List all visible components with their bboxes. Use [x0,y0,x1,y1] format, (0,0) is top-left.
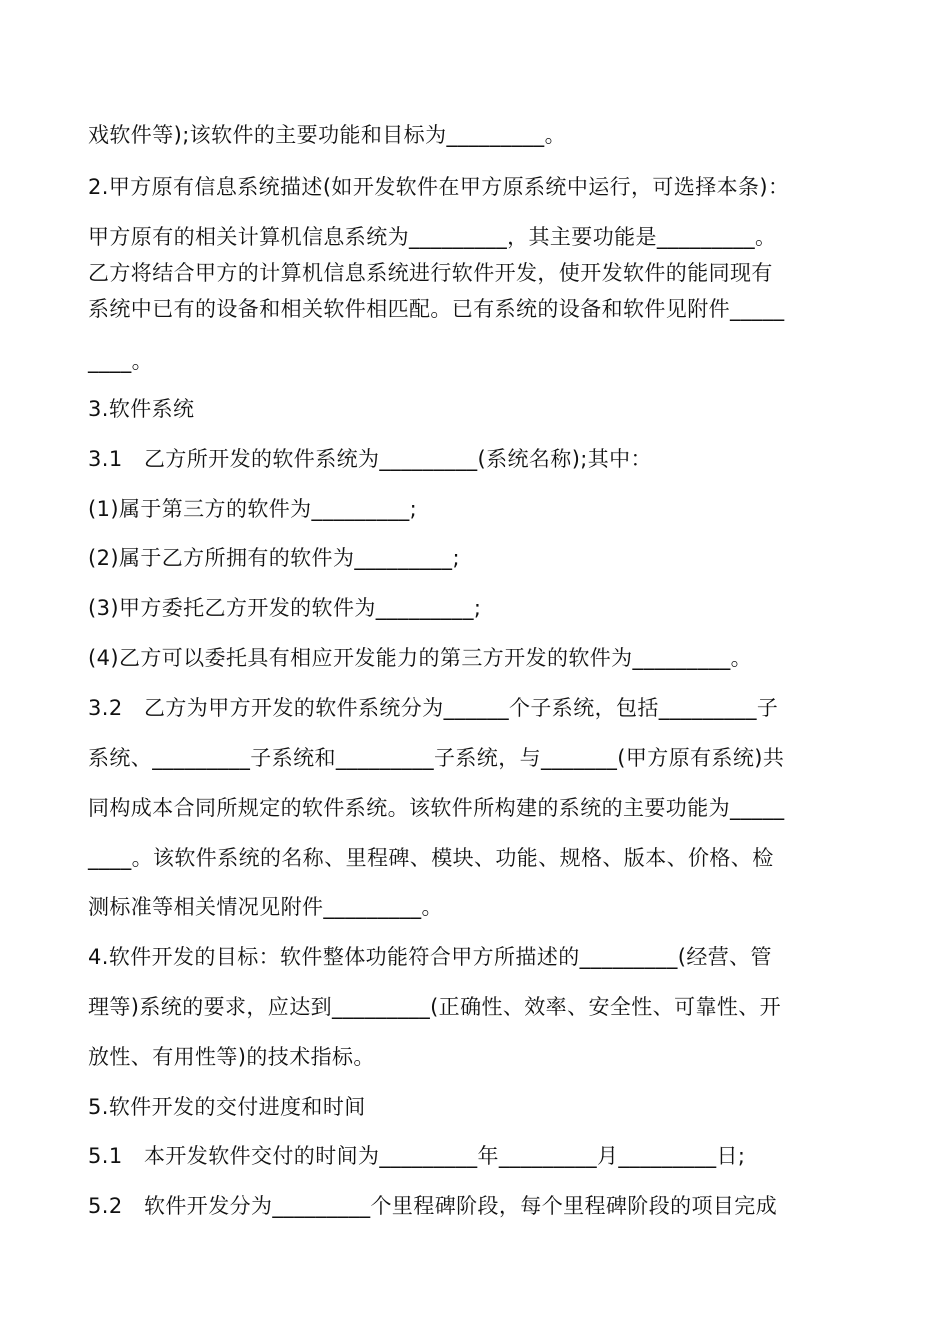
list-item: (2)属于乙方所拥有的软件为_________; [88,546,460,570]
text-line: 系统、_________子系统和_________子系统，与_______(甲方原有系统)共 [88,746,785,770]
section-heading: 4.软件开发的目标：软件整体功能符合甲方所描述的_________(经营、管 [88,945,772,969]
list-item: (4)乙方可以委托具有相应开发能力的第三方开发的软件为_________。 [88,646,753,670]
clause-line: 5.1 本开发软件交付的时间为_________年_________月_________日; [88,1144,746,1168]
section-heading: 2.甲方原有信息系统描述(如开发软件在甲方原系统中运行，可选择本条)： [88,175,790,199]
list-item: (1)属于第三方的软件为_________; [88,497,418,521]
section-heading: 3.软件系统 [88,397,195,421]
text-line: 甲方原有的相关计算机信息系统为_________，其主要功能是_________。 [88,225,777,249]
clause-line: 3.1 乙方所开发的软件系统为_________(系统名称);其中： [88,447,652,471]
list-item: (3)甲方委托乙方开发的软件为_________; [88,596,482,620]
clause-line: 5.2 软件开发分为_________个里程碑阶段，每个里程碑阶段的项目完成 [88,1194,778,1218]
text-line: 系统中已有的设备和相关软件相匹配。已有系统的设备和软件见附件_____ [88,297,785,321]
clause-line: 3.2 乙方为甲方开发的软件系统分为______个子系统，包括_________子 [88,696,779,720]
text-line: 同构成本合同所规定的软件系统。该软件所构建的系统的主要功能为_____ [88,796,785,820]
text-line: 测标准等相关情况见附件_________。 [88,895,443,919]
section-heading: 5.软件开发的交付进度和时间 [88,1095,366,1119]
text-line: 乙方将结合甲方的计算机信息系统进行软件开发，使开发软件的能同现有 [88,261,773,285]
text-line: 理等)系统的要求，应达到_________(正确性、效率、安全性、可靠性、开 [88,995,782,1019]
text-line: 放性、有用性等)的技术指标。 [88,1045,375,1069]
text-line: 戏软件等);该软件的主要功能和目标为_________。 [88,123,566,147]
text-line: ____。 [88,349,153,373]
text-line: ____。该软件系统的名称、里程碑、模块、功能、规格、版本、价格、检 [88,846,774,870]
